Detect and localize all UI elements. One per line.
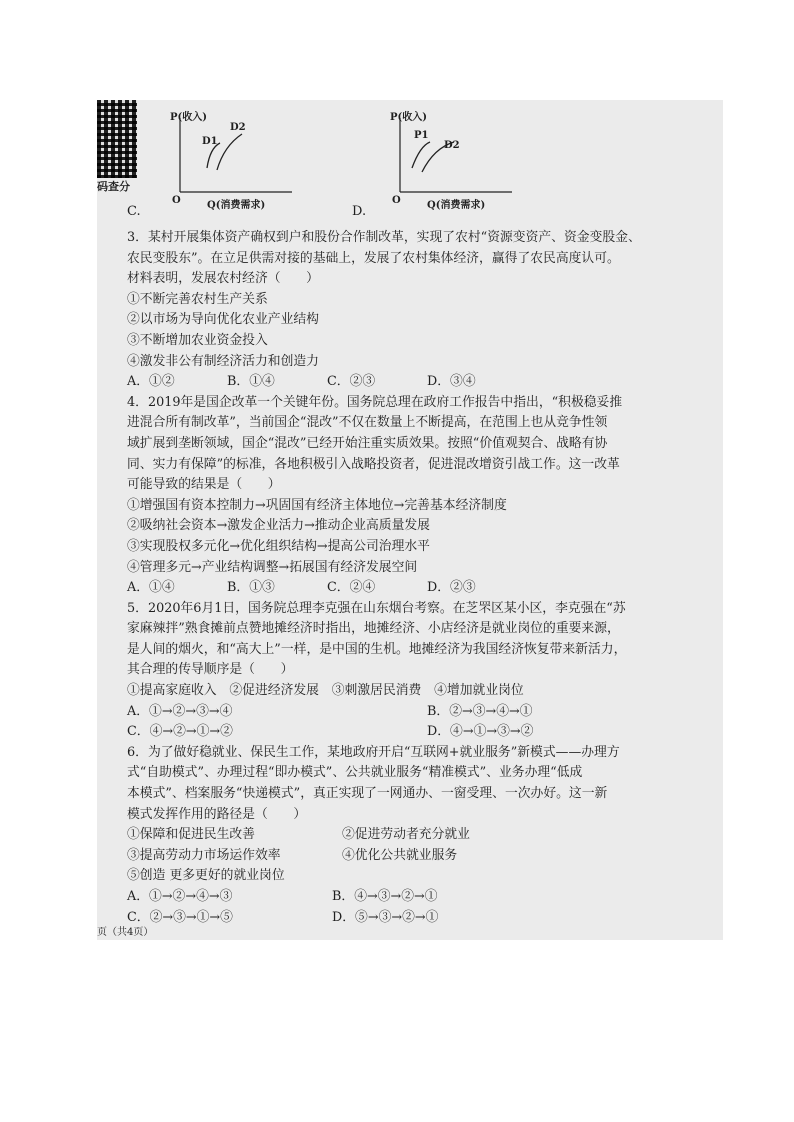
q4-line: 域扩展到垄断领域，国企“混改”已经开始注重实质效果。按照“价值观契合、战略有协 <box>127 435 608 451</box>
q6-option-a: A．①→②→④→③ <box>127 889 233 904</box>
questions <box>127 228 717 928</box>
q3-line: ①不断完善农村生产关系 <box>127 291 268 307</box>
q5-line: 其合理的传导顺序是（ ） <box>127 662 294 678</box>
q6-item-5: ⑤创造 更多更好的就业岗位 <box>127 868 285 884</box>
q3-option-c: C．②③ <box>327 374 376 390</box>
q6-item: ④优化公共就业服务 <box>342 847 458 863</box>
graph-d-curve1: P1 <box>414 130 429 141</box>
q6-option-d: D．⑤→③→②→① <box>332 909 439 925</box>
q4-line: ②吸纳社会资本→激发企业活力→推动企业高质量发展 <box>127 518 430 534</box>
q6-items-row1 <box>127 825 717 846</box>
q3-options <box>127 372 717 393</box>
graph-c-curve1: D1 <box>202 136 218 147</box>
q5-options-row1 <box>127 702 717 723</box>
graph-c-curve2: D2 <box>230 122 246 133</box>
q5-option-c: C．④→②→①→② <box>127 724 233 740</box>
q3-line: 农民变股东”。在立足供需对接的基础上，发展了农村集体经济，赢得了农民高度认可。 <box>127 250 620 266</box>
q4-line: ④管理多元→产业结构调整→拓展国有经济发展空间 <box>127 559 418 575</box>
question-4 <box>127 393 717 599</box>
q5-line: 5．2020年6月1日，国务院总理李克强在山东烟台考察。在芝罘区某小区，李克强在“苏 <box>127 600 626 616</box>
q6-option-b: B．④→③→②→① <box>332 889 438 904</box>
q5-line: 是人间的烟火，和“高大上”一样，是中国的生机。地摊经济为我国经济恢复带来新活力， <box>127 641 627 657</box>
exam-page-photo <box>97 100 723 940</box>
qr-label: 码查分 <box>97 180 130 193</box>
graph-d-curve2: D2 <box>444 140 460 151</box>
q6-options-row2 <box>127 908 717 929</box>
graph-d-option: D. <box>352 204 367 219</box>
q3-line: ④激发非公有制经济活力和创造力 <box>127 353 319 369</box>
q3-option-b: B．①④ <box>227 374 275 390</box>
q4-line: 4．2019年是国企改革一个关键年份。国务院总理在政府工作报告中指出，“积极稳妥推 <box>127 394 623 410</box>
q3-line: 3．某村开展集体资产确权到户和股份合作制改革，实现了农村“资源变资产、资金变股金、 <box>127 230 641 245</box>
q6-item: ①保障和促进民生改善 <box>127 827 255 843</box>
graph-d-origin: O <box>392 195 401 206</box>
q6-options-row1 <box>127 887 717 908</box>
q4-option-d: D．②③ <box>427 580 476 596</box>
q6-line: 6．为了做好稳就业、保民生工作，某地政府开启“互联网+就业服务”新模式——办理方 <box>127 744 620 760</box>
q3-option-d: D．③④ <box>427 374 476 390</box>
q5-line: 家麻辣拌”熟食摊前点赞地摊经济时指出，地摊经济、小店经济是就业岗位的重要来源， <box>127 621 620 637</box>
page-footer: 页（共4页） <box>97 927 154 938</box>
q4-option-b: B．①③ <box>227 580 275 596</box>
q3-line: ③不断增加农业资金投入 <box>127 332 268 348</box>
graph-c-origin: O <box>172 195 181 206</box>
q5-line: ①提高家庭收入 ②促进经济发展 ③刺激居民消费 ④增加就业岗位 <box>127 683 524 699</box>
q4-line: 进混合所有制改革”，当前国企“混改”不仅在数量上不断提高，在范围上也从竞争性领 <box>127 415 608 431</box>
q4-line: 同、实力有保障”的标准，各地积极引入战略投资者，促进混改增资引战工作。这一改革 <box>127 456 620 472</box>
q5-options-row2 <box>127 722 717 743</box>
q3-line: ②以市场为导向优化农业产业结构 <box>127 312 319 328</box>
q5-option-d: D．④→①→③→② <box>427 724 534 740</box>
q6-item: ②促进劳动者充分就业 <box>342 827 470 843</box>
q6-line: 模式发挥作用的路径是（ ） <box>127 806 307 822</box>
q4-line: 可能导致的结果是（ ） <box>127 477 281 493</box>
q4-option-c: C．②④ <box>327 580 376 596</box>
q6-line: 本模式”、档案服务“快递模式”，真正实现了一网通办、一窗受理、一次办好。这一新 <box>127 786 608 802</box>
qr-code <box>97 100 137 178</box>
q5-option-b: B．②→③→④→① <box>427 703 533 719</box>
graph-c-xlabel: Q(消费需求) <box>207 200 266 211</box>
q4-line: ③实现股权多元化→优化组织结构→提高公司治理水平 <box>127 538 430 554</box>
q6-line: 式“自助模式”、办理过程“即办模式”、公共就业服务“精准模式”、业务办理“低成 <box>127 765 583 781</box>
graph-d-xlabel: Q(消费需求) <box>427 200 486 211</box>
q4-line: ①增强国有资本控制力→巩固国有经济主体地位→完善基本经济制度 <box>127 497 507 513</box>
graph-d-ylabel: P(收入) <box>390 112 427 123</box>
q6-option-c: C．②→③→①→⑤ <box>127 909 233 925</box>
question-6 <box>127 743 717 928</box>
q4-option-a: A．①④ <box>127 580 175 596</box>
q4-options <box>127 578 717 599</box>
q5-option-a: A．①→②→③→④ <box>127 703 233 719</box>
q6-items-row2 <box>127 846 717 867</box>
q3-option-a: A．①② <box>127 374 175 390</box>
graph-d <box>382 108 522 211</box>
question-3 <box>127 228 717 393</box>
q6-item: ③提高劳动力市场运作效率 <box>127 847 281 863</box>
q3-line: 材料表明，发展农村经济（ ） <box>127 271 319 287</box>
graph-c-option: C. <box>127 204 141 219</box>
graph-c-ylabel: P(收入) <box>170 112 207 123</box>
graph-c <box>162 108 302 211</box>
question-5 <box>127 599 717 743</box>
